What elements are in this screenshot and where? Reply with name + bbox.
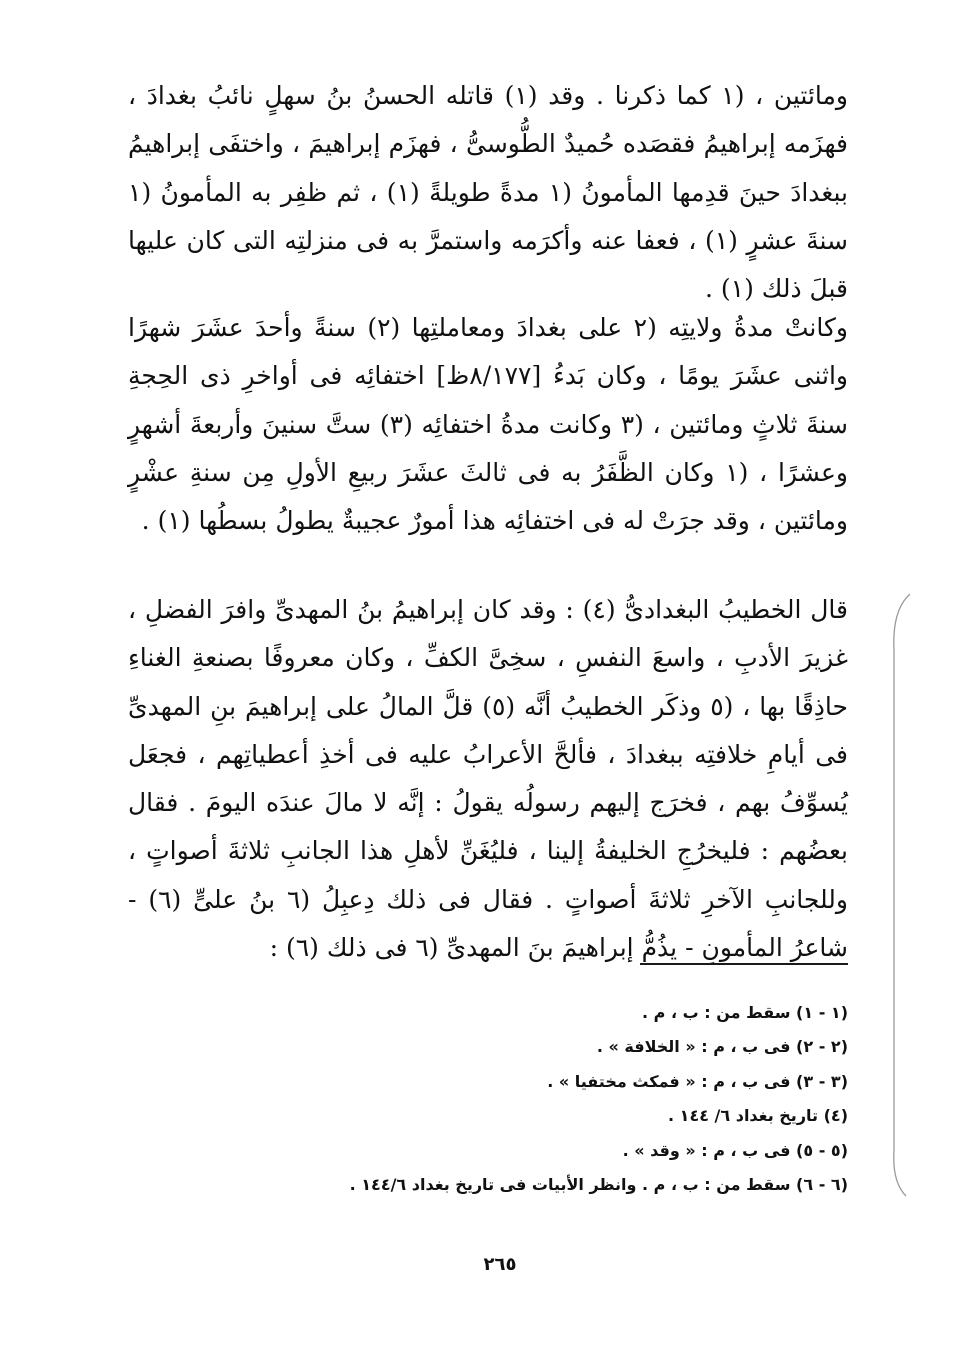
footnotes-list — [128, 996, 848, 1202]
margin-bracket-mark — [882, 590, 922, 1200]
paragraph-3: قال الخطيبُ البغدادىُّ (٤) : وقد كان إبراهيمُ بنُ المهدىِّ وافرَ الفضلِ ، غزيرَ الأدبِ ، واسعَ النفسِ ، سخِىَّ الكفِّ ، وكان معروفًا بصنعةِ الغناءِ حاذِقًا بها ، (٥ وذكَر الخطيبُ أنَّه (٥) قلَّ المالُ على إبراهيمَ بنِ المهدىِّ فى أيامِ خلافتِه ببغدادَ ، فألحَّ الأعرابُ عليه فى أخذِ أعطياتِهم ، فجعَل يُسوِّفُ بهم ، فخرَج إليهم رسولُه يقولُ : إنَّه لا مالَ عندَه اليومَ . فقال بعضُهم : فليخرُجِ الخليفةُ إلينا ، فليُغَنِّ لأهلِ هذا الجانبِ ثلاثةَ أصواتٍ ، وللجانبِ الآخرِ ثلاثةَ أصواتٍ . فقال فى ذلك دِعبِلُ (٦ بنُ علىٍّ (٦) - شاعرُ المأمونِ - يذُمُّ إبراهيمَ بنَ المهدىِّ (٦ فى ذلك (٦) : — [128, 595, 848, 963]
paragraph-2: وكانتْ مدةُ ولايتِه (٢ على بغدادَ ومعاملتِها (٢) سنةً وأحدَ عشَرَ شهرًا واثنى عشَرَ يومًا ، وكان بَدءُ [٨/١٧٧ظ] اختفائِه فى أواخرِ ذى الحِجةِ سنةَ ثلاثٍ ومائتين ، (٣ وكانت مدةُ اختفائِه (٣) ستَّ سنينَ وأربعةَ أشهرٍ وعشرًا ، (١ وكان الظَّفَرُ به فى ثالثَ عشَرَ ربيعِ الأولِ مِن سنةِ عشْرٍ ومائتين ، وقد جرَتْ له فى اختفائِه هذا أمورٌ عجيبةٌ يطولُ بسطُها (١) . — [128, 313, 848, 536]
footnote-item: (٥ - ٥) فى ب ، م : « وقد » . — [622, 1140, 848, 1160]
footnote-separator — [640, 963, 848, 965]
footnote-item: (٦ - ٦) سقط من : ب ، م . وانظر الأبيات فى تاريخ بغداد ١٤٤/٦ . — [349, 1175, 848, 1195]
footnote-item: (٤) تاريخ بغداد ٦/ ١٤٤ . — [668, 1106, 848, 1126]
footnote-item: (٣ - ٣) فى ب ، م : « فمكث مختفيا » . — [547, 1071, 848, 1091]
footnote-item: (٢ - ٢) فى ب ، م : « الخلافة » . — [596, 1037, 848, 1057]
footnote-item: (١ - ١) سقط من : ب ، م . — [642, 1003, 848, 1022]
page-number: ٢٦٥ — [483, 1254, 517, 1275]
paragraph-1: ومائتين ، (١ كما ذكرنا . وقد (١) قاتله الحسنُ بنُ سهلٍ نائبُ بغدادَ ، فهزَمه إبراهيمُ فقصَده حُميدٌ الطُّوسىُّ ، فهزَم إبراهيمَ ، واختفَى إبراهيمُ ببغدادَ حينَ قدِمها المأمونُ (١ مدةً طويلةً (١) ، ثم ظفِر به المأمونُ (١ سنةَ عشرٍ (١) ، فعفا عنه وأكرَمه واستمرَّ به فى منزلتِه التى كان عليها قبلَ ذلك (١) . — [128, 81, 849, 304]
